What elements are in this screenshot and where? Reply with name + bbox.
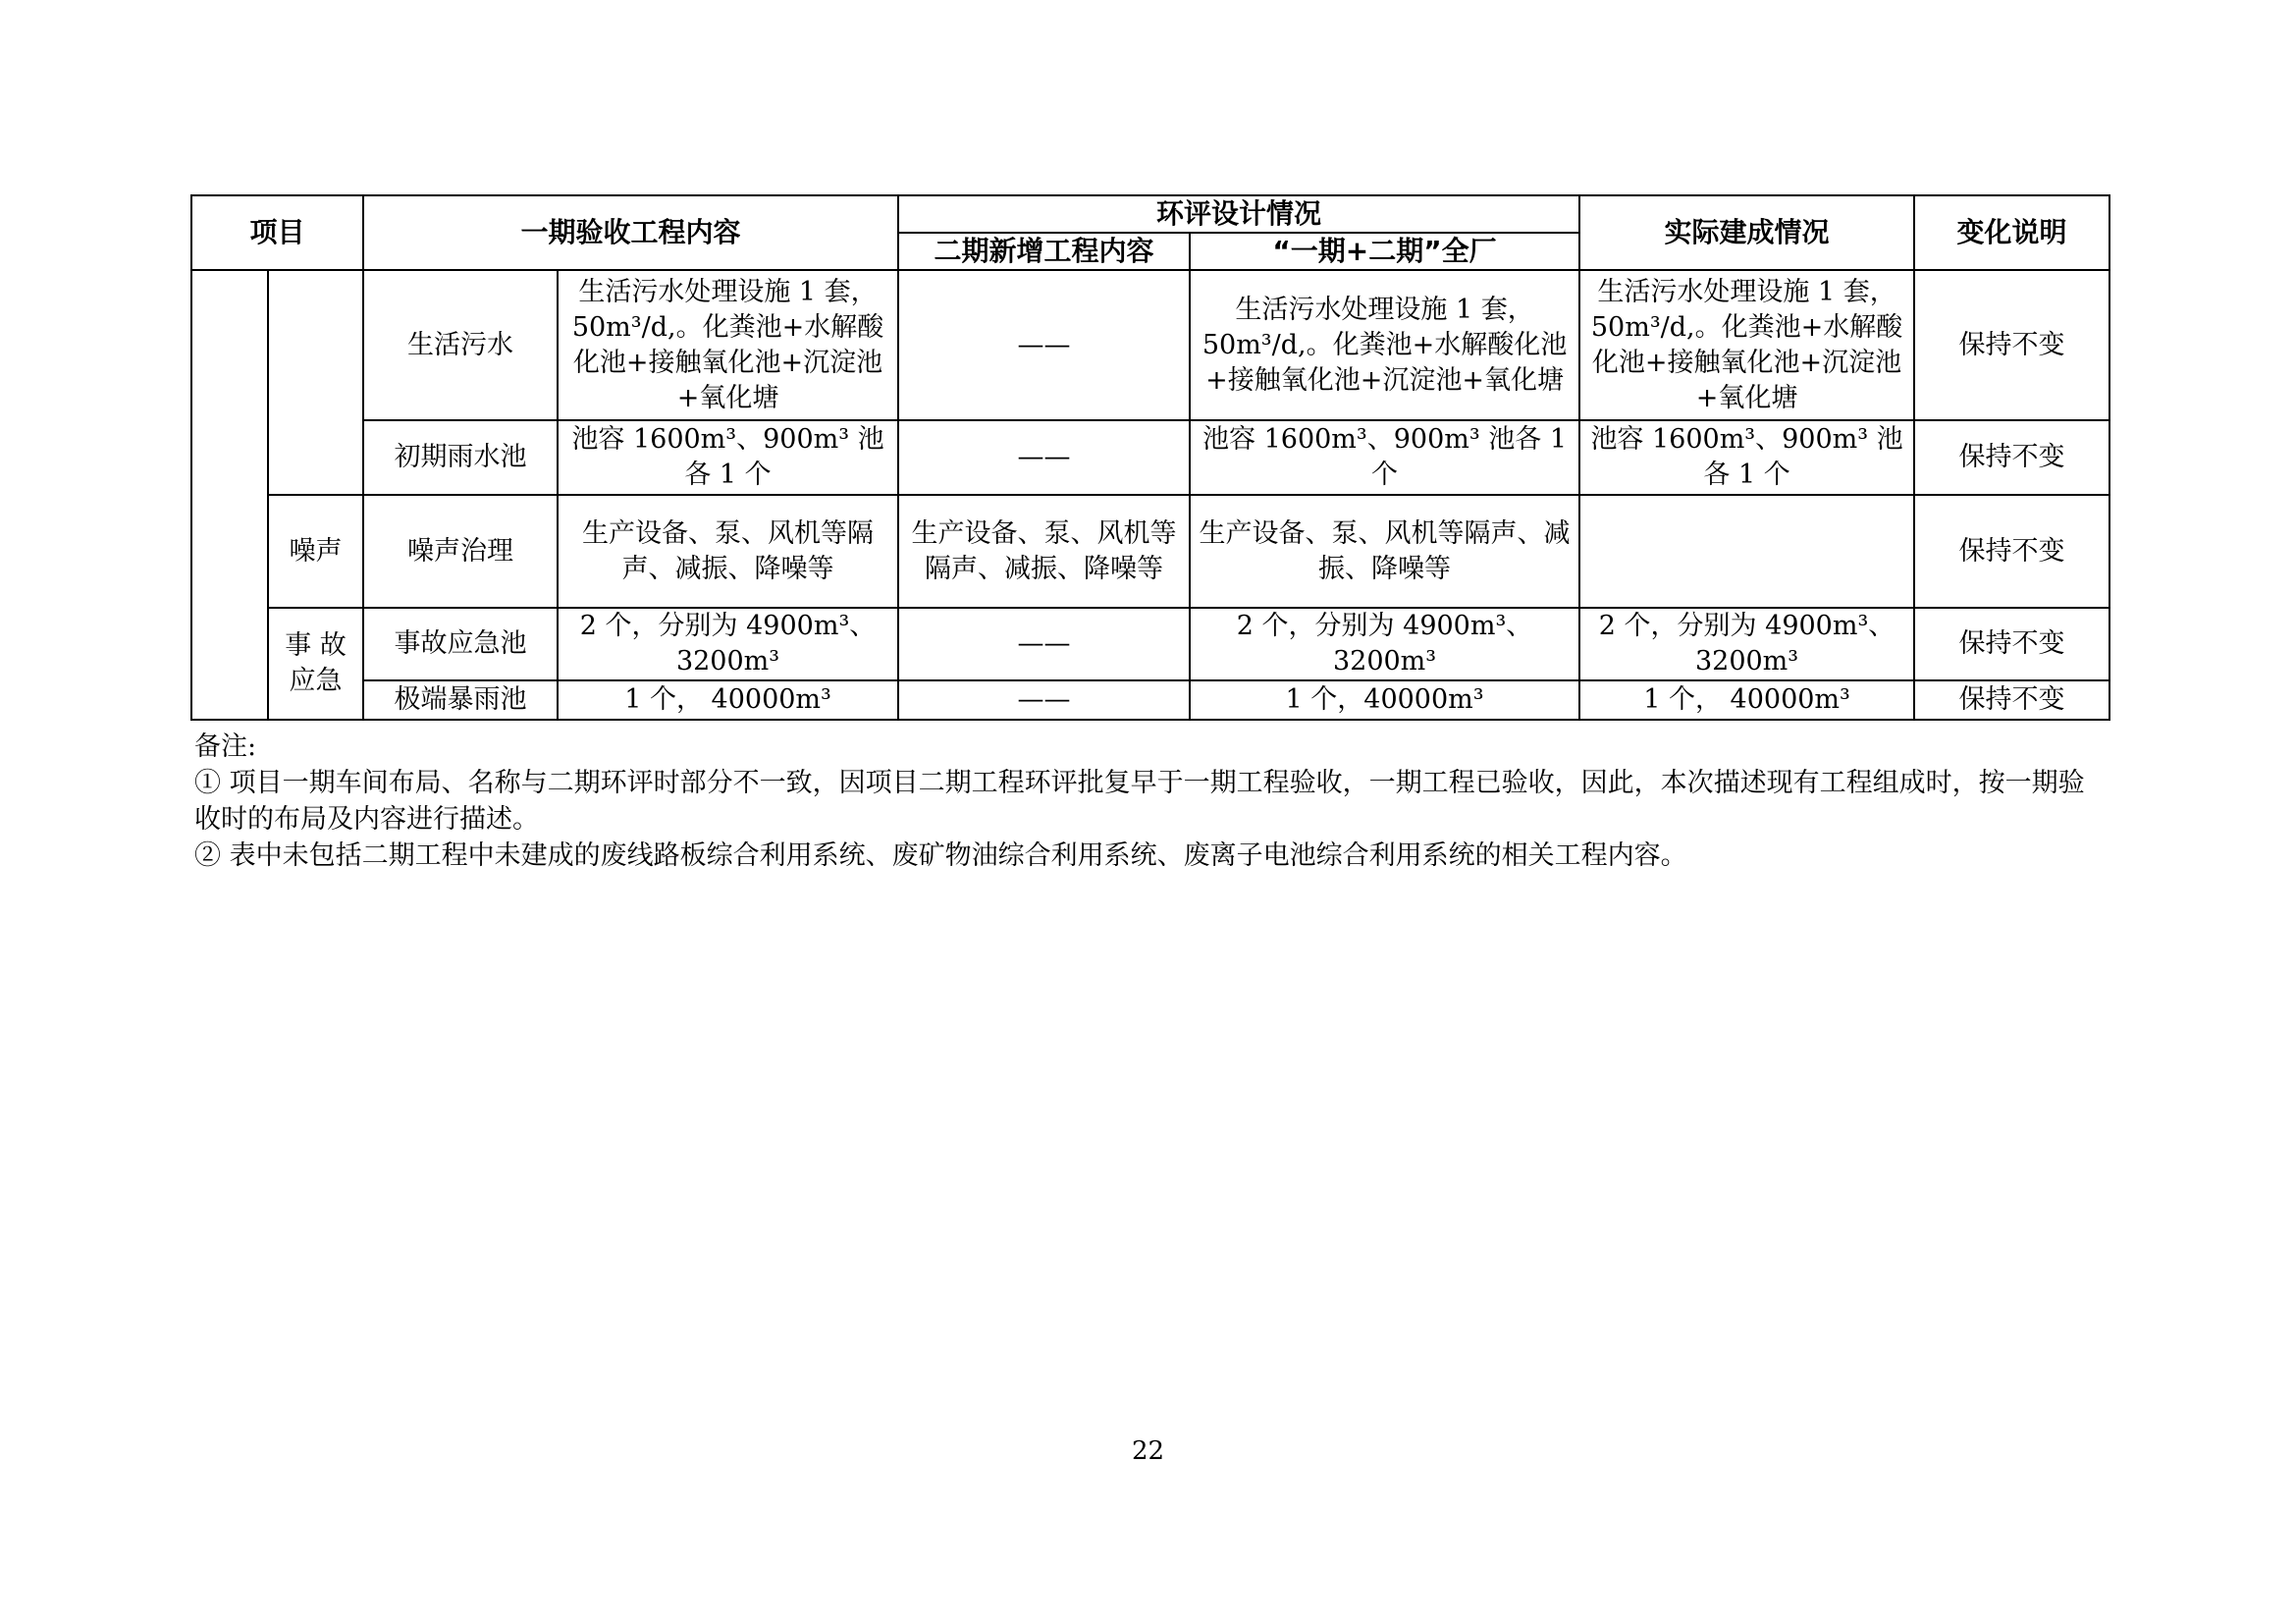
row-phase2: 生产设备、泵、风机等隔声、减振、降噪等 bbox=[898, 495, 1190, 608]
row-subitem: 极端暴雨池 bbox=[363, 680, 558, 720]
header-item: 项目 bbox=[191, 195, 363, 270]
page-number: 22 bbox=[1131, 1436, 1165, 1466]
row-subitem: 事故应急池 bbox=[363, 608, 558, 680]
notes-section bbox=[194, 729, 2109, 874]
row-change: 保持不变 bbox=[1914, 270, 2109, 420]
row-phase1: 池容 1600m³、900m³ 池各 1 个 bbox=[558, 420, 898, 495]
header-phase1: 一期验收工程内容 bbox=[363, 195, 898, 270]
row-whole: 生活污水处理设施 1 套，50m³/d,。化粪池+水解酸化池+接触氧化池+沉淀池+氧化塘 bbox=[1190, 270, 1579, 420]
row-change: 保持不变 bbox=[1914, 420, 2109, 495]
row-phase2: —— bbox=[898, 270, 1190, 420]
row-phase1: 1 个， 40000m³ bbox=[558, 680, 898, 720]
row-phase2: —— bbox=[898, 680, 1190, 720]
row-phase1: 生产设备、泵、风机等隔声、减振、降噪等 bbox=[558, 495, 898, 608]
table-row bbox=[191, 680, 2109, 720]
header-eia-group: 环评设计情况 bbox=[898, 195, 1579, 233]
row-whole: 2 个，分别为 4900m³、3200m³ bbox=[1190, 608, 1579, 680]
engineering-comparison-table bbox=[190, 194, 2110, 721]
row-category: 事 故 应急 bbox=[268, 608, 363, 720]
table-row bbox=[191, 270, 2109, 420]
note-2: ② 表中未包括二期工程中未建成的废线路板综合利用系统、废矿物油综合利用系统、废离子电池综合利用系统的相关工程内容。 bbox=[194, 840, 1687, 871]
row-blank-margin bbox=[191, 270, 268, 495]
note-1: ① 项目一期车间布局、名称与二期环评时部分不一致，因项目二期工程环评批复早于一期工程验收，一期工程已验收，因此，本次描述现有工程组成时，按一期验收时的布局及内容进行描述。 bbox=[194, 768, 2085, 835]
row-whole: 池容 1600m³、900m³ 池各 1 个 bbox=[1190, 420, 1579, 495]
row-change: 保持不变 bbox=[1914, 608, 2109, 680]
table-row bbox=[191, 608, 2109, 680]
notes-title: 备注: bbox=[194, 731, 257, 762]
row-actual: 1 个， 40000m³ bbox=[1579, 680, 1914, 720]
row-phase1: 2 个，分别为 4900m³、3200m³ bbox=[558, 608, 898, 680]
row-whole: 1 个，40000m³ bbox=[1190, 680, 1579, 720]
row-subitem: 噪声治理 bbox=[363, 495, 558, 608]
row-actual: 2 个，分别为 4900m³、3200m³ bbox=[1579, 608, 1914, 680]
row-category bbox=[268, 270, 363, 495]
row-phase2: —— bbox=[898, 608, 1190, 680]
header-phase2-new: 二期新增工程内容 bbox=[898, 233, 1190, 270]
row-phase1: 生活污水处理设施 1 套，50m³/d,。化粪池+水解酸化池+接触氧化池+沉淀池+氧化塘 bbox=[558, 270, 898, 420]
row-change: 保持不变 bbox=[1914, 495, 2109, 608]
row-category: 噪声 bbox=[268, 495, 363, 608]
row-change: 保持不变 bbox=[1914, 680, 2109, 720]
header-actual: 实际建成情况 bbox=[1579, 195, 1914, 270]
row-actual bbox=[1579, 495, 1914, 608]
table-row bbox=[191, 420, 2109, 495]
header-change: 变化说明 bbox=[1914, 195, 2109, 270]
row-actual: 生活污水处理设施 1 套，50m³/d,。化粪池+水解酸化池+接触氧化池+沉淀池+氧化塘 bbox=[1579, 270, 1914, 420]
row-actual: 池容 1600m³、900m³ 池各 1 个 bbox=[1579, 420, 1914, 495]
row-subitem: 初期雨水池 bbox=[363, 420, 558, 495]
row-whole: 生产设备、泵、风机等隔声、减振、降噪等 bbox=[1190, 495, 1579, 608]
table-row bbox=[191, 495, 2109, 608]
row-subitem: 生活污水 bbox=[363, 270, 558, 420]
row-blank-margin bbox=[191, 495, 268, 720]
row-phase2: —— bbox=[898, 420, 1190, 495]
header-whole-plant: “一期+二期”全厂 bbox=[1190, 233, 1579, 270]
header-row-1 bbox=[191, 195, 2109, 233]
